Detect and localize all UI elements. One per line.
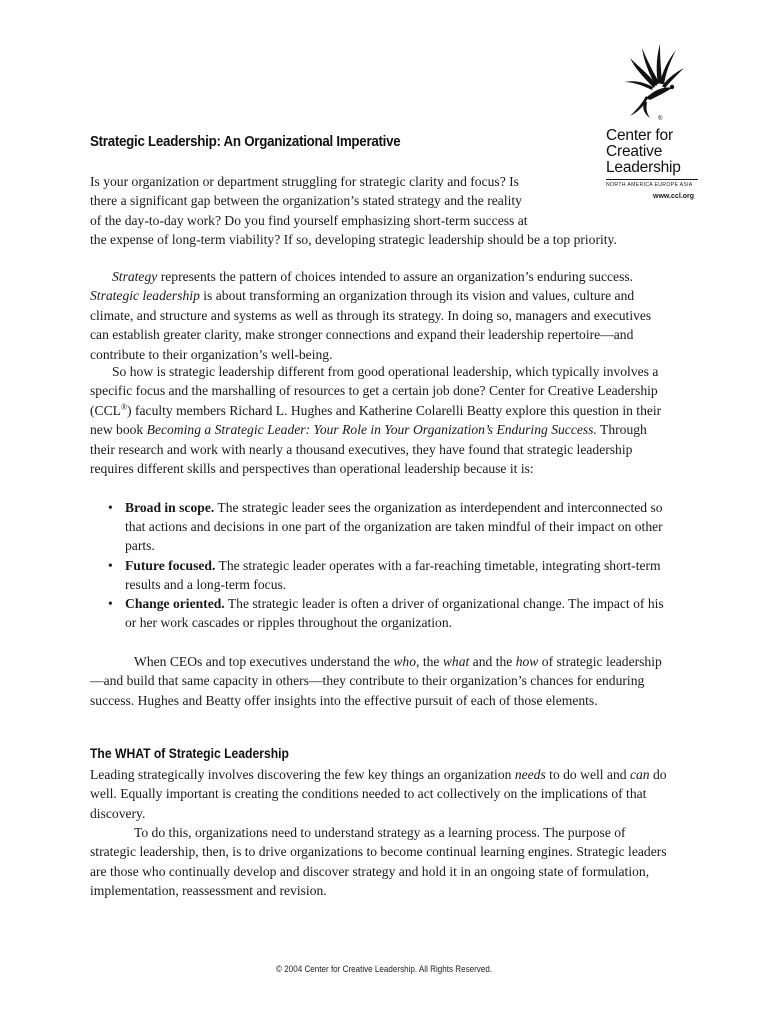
bullet-label: Future focused. <box>125 557 216 573</box>
registered-mark: ® <box>120 402 128 412</box>
registered-mark: ® <box>658 116 663 122</box>
intro-line-2: there a significant gap between the organization’s stated strategy and the reality <box>90 193 522 209</box>
list-item <box>108 498 668 556</box>
intro-line-3: of the day-to-day work? Do you find yourself emphasizing short-term success at <box>90 212 528 228</box>
paragraph-leading-strategically <box>90 765 670 823</box>
page-footer <box>0 964 768 975</box>
bullet-label: Broad in scope. <box>125 500 215 515</box>
text-run: to do well and <box>545 767 630 782</box>
page-title: Strategic Leadership: An Organizational Imperative <box>90 134 401 150</box>
emphasis-how: how <box>515 654 539 669</box>
organization-name <box>606 128 698 176</box>
bullet-icon: • <box>108 557 113 573</box>
text-run: When CEOs and top executives understand the <box>134 654 394 669</box>
paragraph-how-different <box>90 362 670 478</box>
intro-line-1: Is your organization or department struggling for strategic clarity and focus? Is <box>90 174 519 189</box>
list-item <box>108 594 668 632</box>
text-run: of strategic leadership—and build that same capacity in others—they contribute to their organization’s chances for enduring success. Hughes and Beatty offer insights into the effective pursuit of each of those elements. <box>90 654 662 708</box>
copyright-text: © 2004 Center for Creative Leadership. All Rights Reserved. <box>275 964 493 975</box>
text-run: and the <box>469 654 516 669</box>
list-item <box>108 556 668 594</box>
paragraph-intro <box>90 172 670 250</box>
text-run: do well. Equally important is creating the conditions needed to act collectively on the implications of that discovery. <box>90 767 667 821</box>
emphasis-can: can <box>629 767 650 782</box>
bullet-list <box>108 498 668 632</box>
emphasis-who: who <box>393 654 417 669</box>
emphasis-what: what <box>442 654 470 669</box>
emphasis-needs: needs <box>514 767 546 782</box>
logo-line-1: Center for <box>606 127 673 144</box>
intro-rest: the expense of long-term viability? If so, developing strategic leadership should be a top priority. <box>90 232 617 248</box>
logo-url: www.ccl.org <box>653 193 694 200</box>
paragraph-strategy-definition <box>90 267 670 364</box>
text-run: Leading strategically involves discovering the few key things an organization <box>90 767 515 782</box>
text-run: ) faculty members Richard L. Hughes and Katherine Colarelli Beatty explore this question in their new book <box>90 402 662 438</box>
bullet-text: The strategic leader operates with a far-reaching timetable, integrating short-term results and a long-term focus. <box>125 557 661 592</box>
paragraph-learning-process <box>90 823 670 901</box>
section-heading: The WHAT of Strategic Leadership <box>90 746 289 761</box>
text-run: To do this, organizations need to understand strategy as a learning process. The purpose of strategic leadership, then, is to drive organizations to become continual learning engines. Strategic leaders are those who continually develop and discover strategy and hold it in an ongoing state of formulation, implementation, reassessment and revision. <box>90 825 667 899</box>
bullet-label: Change oriented. <box>125 596 225 612</box>
text-run: Through their research and work with nearly a thousand executives, they have found that strategic leadership requires different skills and perspectives than operational leadership because it is: <box>90 422 647 477</box>
text-run: is about transforming an organization through its vision and values, culture and climate, and structure and systems as well as through its strategy. In doing so, managers and executives can establish greater clarity, make stronger connections and expand their leadership repertoire—and contribute to their organization’s well-being. <box>90 288 652 362</box>
bullet-icon: • <box>108 500 113 515</box>
bullet-icon: • <box>108 596 113 612</box>
text-run: , the <box>416 654 443 669</box>
emphasis-strategic-leadership: Strategic leadership <box>90 288 200 304</box>
text-run: represents the pattern of choices intended to assure an organization’s enduring success. <box>157 269 634 284</box>
logo-line-3: Leadership <box>606 159 681 176</box>
book-title: Becoming a Strategic Leader: Your Role in Your Organization’s Enduring Success. <box>146 422 597 438</box>
bullet-text: The strategic leader sees the organization as interdependent and interconnected so that actions and decisions in one part of the organization are taken mindful of their impact on other parts. <box>125 500 663 554</box>
bird-with-branch-logo-icon <box>616 40 686 122</box>
emphasis-strategy: Strategy <box>112 269 158 284</box>
paragraph-ceos <box>90 652 670 710</box>
logo-regions: NORTH AMERICA EUROPE ASIA <box>606 179 698 188</box>
bullet-text: The strategic leader is often a driver of organizational change. The impact of his or her work cascades or ripples throughout the organization. <box>125 596 664 631</box>
text-run: So how is strategic leadership different from good operational leadership, which typically involves a specific focus and the marshalling of resources to get a certain job done? Center for Creative Leadership (CCL <box>90 364 659 418</box>
logo-line-2: Creative <box>606 143 663 160</box>
